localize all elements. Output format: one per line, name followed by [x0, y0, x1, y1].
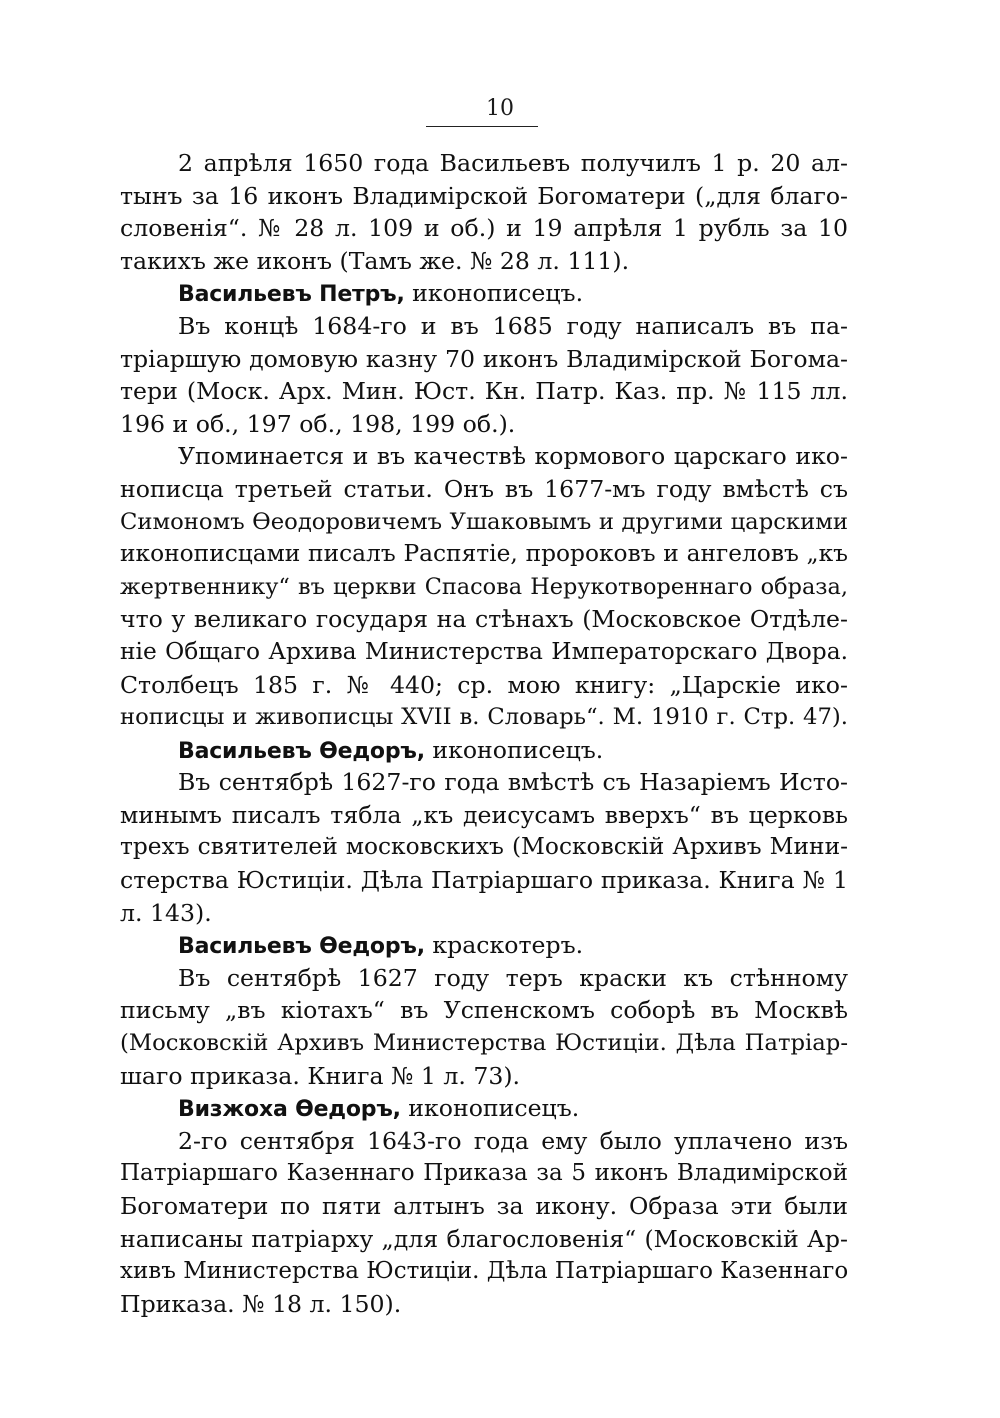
entry-name: Васильевъ Ѳедоръ,: [178, 934, 425, 960]
text-line: Богоматери по пяти алтынъ за икону. Образа эти были: [120, 1192, 848, 1220]
page-number-container: [0, 96, 1000, 121]
text-line: что у великаго государя на стѣнахъ (Московское Отдѣле-: [120, 605, 848, 634]
body-text: [120, 147, 848, 1320]
text-line: тери (Моск. Арх. Мин. Юст. Кн. Патр. Каз. пр. № 115 лл.: [120, 377, 848, 406]
text-line: Упоминается и въ качествѣ кормового царскаго ико-: [178, 442, 848, 471]
entry-heading: [120, 277, 848, 310]
text-line: Въ сентябрѣ 1627 году теръ краски къ стѣнному: [178, 963, 848, 992]
text-line: 196 и об., 197 об., 198, 199 об.).: [120, 409, 516, 438]
text-line: такихъ же иконъ (Тамъ же. № 28 л. 111).: [120, 246, 630, 275]
entry-name: Васильевъ Петръ,: [178, 282, 405, 308]
text-line: Симономъ Ѳеодоровичемъ Ушаковымъ и другими царскими: [120, 508, 848, 535]
text-line: Въ сентябрѣ 1627-го года вмѣстѣ съ Назаріемъ Исто-: [178, 768, 848, 797]
text-line: нописца третьей статьи. Онъ въ 1677-мъ году вмѣстѣ съ: [120, 474, 848, 503]
entry-role: иконописецъ.: [400, 1094, 580, 1123]
text-line: трехъ святителей московскихъ (Московскій Архивъ Мини-: [120, 833, 848, 861]
entry-heading: [120, 1092, 848, 1125]
text-line: 2 апрѣля 1650 года Васильевъ получилъ 1 р. 20 ал-: [178, 149, 848, 177]
text-line: написаны патріарху „для благословенія“ (Московскій Ар-: [120, 1224, 848, 1253]
text-line: ніе Общаго Архива Министерства Императорскаго Двора.: [120, 637, 848, 665]
entry-name: Васильевъ Ѳедоръ,: [178, 738, 425, 764]
text-line: Въ концѣ 1684-го и въ 1685 году написалъ въ па-: [178, 311, 848, 340]
entry-role: иконописецъ.: [404, 279, 584, 308]
entry-role: краскотеръ.: [424, 931, 584, 960]
text-line: тріаршую домовую казну 70 иконъ Владимірской Богома-: [120, 344, 848, 373]
text-line: иконописцами писалъ Распятіе, пророковъ и ангеловъ „къ: [120, 540, 848, 568]
text-line: 2-го сентября 1643-го года ему было уплачено изъ: [178, 1126, 848, 1155]
text-line: письму „въ кіотахъ“ въ Успенскомъ соборѣ въ Москвѣ: [120, 996, 848, 1025]
text-line: шаго приказа. Книга № 1 л. 73).: [120, 1061, 521, 1090]
entry-heading: [120, 929, 848, 962]
text-line: жертвеннику“ въ церкви Спасова Нерукотвореннаго образа,: [120, 573, 848, 600]
text-line: тынъ за 16 иконъ Владимірской Богоматери („для благо-: [120, 181, 848, 210]
text-line: Столбецъ 185 г. № 440; ср. мою книгу: „Царскіе ико-: [120, 670, 848, 699]
text-line: Патріаршаго Казеннаго Приказа за 5 иконъ Владимірской: [120, 1160, 848, 1187]
text-line: л. 143).: [120, 898, 212, 927]
entry-heading: [120, 734, 848, 767]
page-number: 10: [486, 96, 514, 121]
entry-name: Визжоха Ѳедоръ,: [178, 1097, 401, 1123]
text-line: хивъ Министерства Юстиціи. Дѣла Патріаршаго Казеннаго: [120, 1258, 849, 1285]
text-line: словенія“. № 28 л. 109 и об.) и 19 апрѣля 1 рубль за 10: [120, 214, 848, 243]
text-line: Приказа. № 18 л. 150).: [120, 1289, 402, 1318]
entry-role: иконописецъ.: [424, 735, 604, 764]
text-line: стерства Юстиціи. Дѣла Патріаршаго приказа. Книга № 1: [120, 866, 848, 895]
text-line: минымъ писалъ тябла „къ деисусамъ вверхъ“ въ церковь: [120, 800, 848, 829]
text-line: (Московскій Архивъ Министерства Юстиціи. Дѣла Патріар-: [120, 1030, 848, 1057]
header-rule: [426, 126, 538, 127]
text-line: нописцы и живописцы XVII в. Словарь“. М. 1910 г. Стр. 47).: [120, 704, 848, 731]
